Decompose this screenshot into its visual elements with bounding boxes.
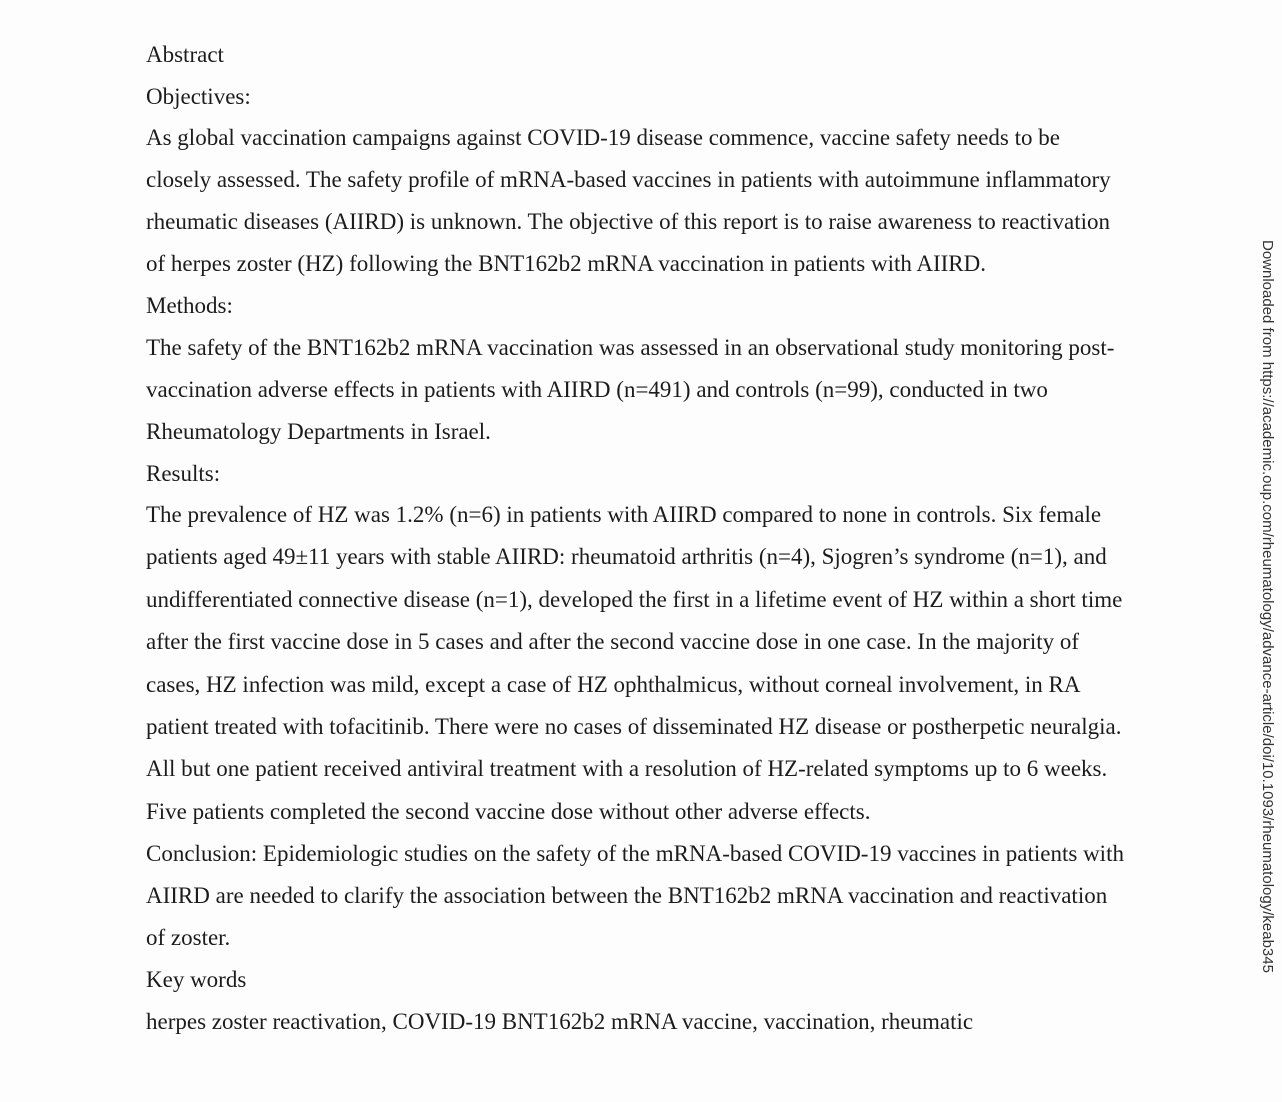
download-watermark: Downloaded from https://academic.oup.com/rheumatology/advance-article/doi/10.1093/rheumatology/keab345 — [1259, 240, 1276, 973]
results-text: The prevalence of HZ was 1.2% (n=6) in patients with AIIRD compared to none in controls. Six female patients aged 49±11 years with stable AIIRD: rheumatoid arthritis (n=4), Sjogren’s syndrome (n=1), and undifferentiated connective disease (n=1), developed the first in a lifetime event of HZ within a short time after the first vaccine dose in 5 cases and after the second vaccine dose in one case. In the majority of cases, HZ infection was mild, except a case of HZ ophthalmicus, without corneal involvement, in RA patient treated with tofacitinib. There were no cases of disseminated HZ disease or postherpetic neuralgia. All but one patient received antiviral treatment with a resolution of HZ-related symptoms up to 6 weeks. Five patients completed the second vaccine dose without other adverse effects. — [146, 502, 1123, 824]
methods-label: Methods: — [146, 293, 233, 318]
conclusion-text: Conclusion: Epidemiologic studies on the safety of the mRNA-based COVID-19 vaccines in patients with AIIRD are needed to clarify the association between the BNT162b2 mRNA vaccination and reactivation of zoster. — [146, 841, 1124, 951]
objectives-label: Objectives: — [146, 83, 251, 109]
abstract-section — [146, 34, 1146, 1043]
methods-text: The safety of the BNT162b2 mRNA vaccination was assessed in an observational study monitoring post-vaccination adverse effects in patients with AIIRD (n=491) and controls (n=99), conducted in two Rheumatology Departments in Israel. — [146, 334, 1115, 444]
abstract-heading: Abstract — [146, 42, 224, 67]
objectives-text: As global vaccination campaigns against COVID-19 disease commence, vaccine safety needs to be closely assessed. The safety profile of mRNA-based vaccines in patients with autoimmune inflammatory rheumatic diseases (AIIRD) is unknown. The objective of this report is to raise awareness to reactivation of herpes zoster (HZ) following the BNT162b2 mRNA vaccination in patients with AIIRD. — [146, 125, 1111, 276]
keywords-label: Key words — [146, 967, 247, 993]
results-label: Results: — [146, 460, 221, 486]
keywords-text: herpes zoster reactivation, COVID-19 BNT162b2 mRNA vaccine, vaccination, rheumatic — [146, 1008, 974, 1034]
